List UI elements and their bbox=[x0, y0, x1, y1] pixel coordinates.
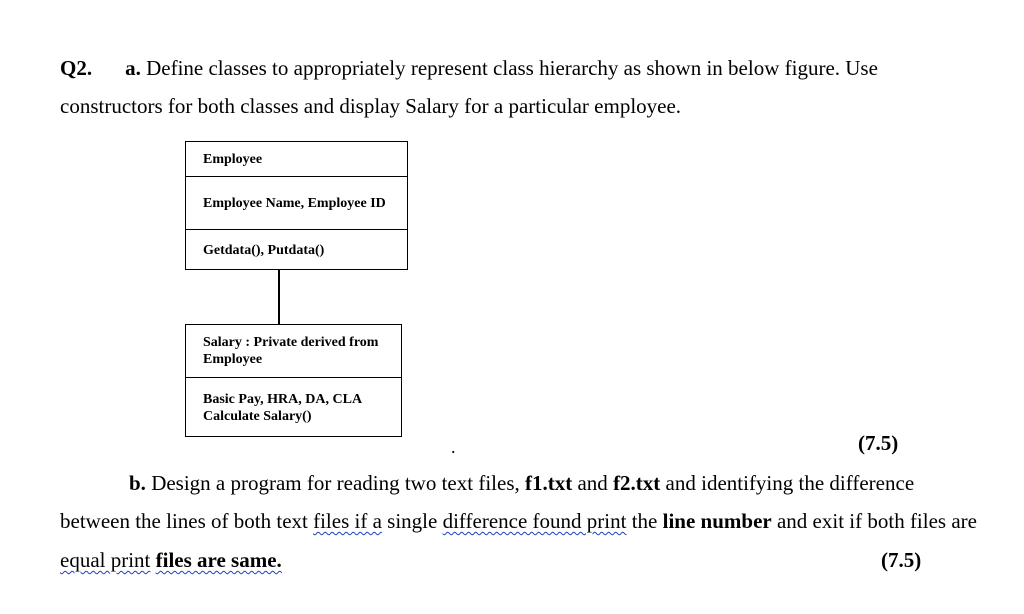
part-b-line2-text3: the bbox=[631, 509, 658, 533]
part-b-line3 bbox=[60, 548, 282, 572]
part-b-marks: (7.5) bbox=[881, 548, 922, 572]
part-b-text2: and identifying the difference bbox=[665, 471, 915, 495]
part-b-line3-spell: equal print bbox=[60, 548, 151, 572]
line-number-term: line number bbox=[662, 509, 772, 533]
employee-class-attributes: Employee Name, Employee ID bbox=[186, 177, 407, 230]
part-b-line2-spell1: files if a bbox=[313, 509, 382, 533]
stray-dot: . bbox=[451, 437, 456, 457]
and-word: and bbox=[577, 471, 608, 495]
file2-name: f2.txt bbox=[613, 471, 661, 495]
employee-class-name: Employee bbox=[186, 142, 407, 177]
part-a-label: a. bbox=[125, 56, 141, 80]
part-a-marks: (7.5) bbox=[858, 431, 899, 455]
part-b-line2-text1: between the lines of both text bbox=[60, 509, 308, 533]
part-b-line2-spell2: difference found print bbox=[442, 509, 627, 533]
salary-class-name: Salary : Private derived from Employee bbox=[186, 325, 401, 378]
part-b-line2-text2: single bbox=[387, 509, 438, 533]
part-b-text1: Design a program for reading two text files, bbox=[151, 471, 520, 495]
salary-class-attributes: Basic Pay, HRA, DA, CLA bbox=[203, 392, 363, 407]
part-a-text-line2: constructors for both classes and display Salary for a particular employee. bbox=[60, 94, 682, 118]
question-line-1 bbox=[60, 56, 878, 80]
question-number: Q2. bbox=[60, 56, 93, 80]
part-b-label: b. bbox=[129, 471, 146, 495]
files-are-same: files are same. bbox=[155, 548, 282, 572]
employee-class-methods: Getdata(), Putdata() bbox=[203, 243, 325, 258]
employee-class-box bbox=[185, 141, 408, 270]
salary-class-methods: Calculate Salary() bbox=[203, 409, 312, 424]
part-b-line1 bbox=[129, 471, 914, 495]
part-b-line2 bbox=[60, 509, 977, 533]
file1-name: f1.txt bbox=[525, 471, 573, 495]
salary-class-box bbox=[185, 324, 402, 437]
part-a-text-line1: Define classes to appropriately represent class hierarchy as shown in below figure. Use bbox=[146, 56, 878, 80]
salary-class-attributes-methods bbox=[186, 378, 401, 438]
part-b-line2-text4: and exit if both files are bbox=[776, 509, 977, 533]
inheritance-connector bbox=[278, 270, 280, 324]
